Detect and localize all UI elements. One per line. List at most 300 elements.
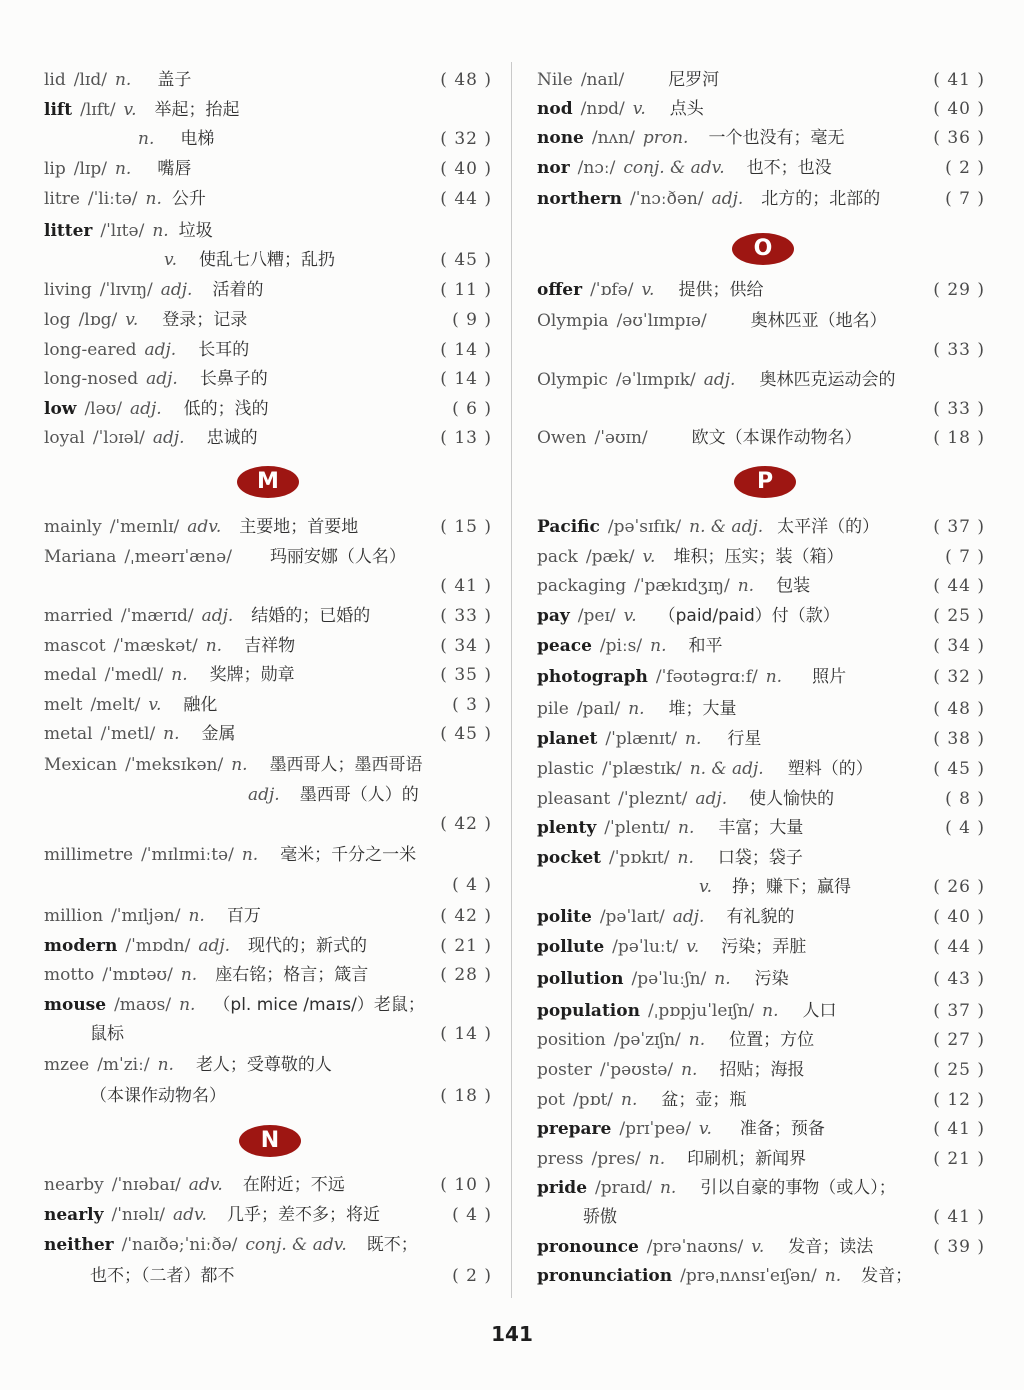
meaning: 人口 [802, 1001, 837, 1021]
meaning: 玛丽安娜（人名） [269, 547, 406, 567]
meaning: 堆积；压实；装（箱） [673, 547, 844, 567]
part-of-speech: v. [642, 547, 656, 567]
entry-mouse-cont [44, 1020, 492, 1048]
entry-modern [44, 932, 492, 960]
phonetic: /pɒt/ [572, 1090, 614, 1110]
meaning: 既不； [366, 1235, 418, 1255]
entry-million [44, 902, 492, 930]
part-of-speech: adj. [201, 606, 234, 626]
page-ref: ( 40 ) [933, 907, 985, 927]
headword: plenty [537, 818, 597, 838]
part-of-speech: n. [762, 1001, 779, 1021]
headword: mzee [44, 1055, 90, 1075]
page-ref: ( 43 ) [933, 969, 985, 989]
phonetic: /ˈpækɪdʒɪŋ/ [634, 576, 730, 596]
entry-prepare [537, 1115, 985, 1143]
entry-pronounce [537, 1233, 985, 1261]
part-of-speech: adv. [172, 1205, 207, 1225]
headword: modern [44, 936, 118, 956]
headword: press [537, 1149, 584, 1169]
part-of-speech: n. [152, 221, 169, 241]
meaning: 盆；壶；瓶 [661, 1090, 747, 1110]
headword: photograph [537, 667, 648, 687]
meaning: 发音； [861, 1266, 913, 1286]
part-of-speech: adj. [146, 369, 178, 389]
phonetic: /lɪd/ [73, 70, 107, 90]
meaning: 提供；供给 [678, 280, 764, 300]
entry-mascot [44, 632, 492, 660]
entry-offer [537, 276, 985, 304]
headword: million [44, 906, 104, 926]
meaning: 位置；方位 [729, 1030, 815, 1050]
entry-pile [537, 695, 985, 723]
part-of-speech: n. [231, 755, 248, 775]
meaning: （本课作动物名） [90, 1086, 226, 1106]
entry-plenty [537, 814, 985, 842]
meaning: 几乎；差不多；将近 [226, 1205, 380, 1225]
entry-packaging [537, 572, 985, 600]
meaning: 也不；（二者）都不 [90, 1266, 235, 1286]
part-of-speech: n. [621, 1090, 638, 1110]
phonetic: /pres/ [591, 1149, 641, 1169]
meaning: 墨西哥（人）的 [299, 785, 419, 805]
meaning: 也不；也没 [746, 158, 832, 178]
headword: lip [44, 159, 66, 179]
page-ref: ( 36 ) [933, 128, 985, 148]
meaning: 点头 [669, 99, 704, 119]
meaning: 嘴唇 [157, 159, 192, 179]
headword: lid [44, 70, 66, 90]
part-of-speech: adj. [144, 340, 177, 360]
page-ref: ( 26 ) [933, 877, 985, 897]
phonetic: /melt/ [90, 695, 141, 715]
headword: none [537, 128, 584, 148]
entry-mouse [44, 991, 492, 1019]
part-of-speech: adj. [248, 785, 280, 805]
entry-olympia [537, 307, 985, 335]
phonetic: /pəˈsɪfɪk/ [607, 517, 682, 537]
headword: log [44, 310, 71, 330]
headword: pleasant [537, 789, 611, 809]
part-of-speech: adj. [695, 789, 728, 809]
part-of-speech: v. [164, 250, 177, 270]
headword: nor [537, 158, 570, 178]
phonetic: /ˈmɒdn/ [125, 936, 191, 956]
headword: pollution [537, 969, 624, 989]
entry-pocket [537, 844, 985, 872]
part-of-speech: n. [677, 848, 694, 868]
page-ref: ( 14 ) [440, 340, 492, 360]
entry-melt [44, 691, 492, 719]
phonetic: /ˈnɪəbaɪ/ [111, 1175, 181, 1195]
phonetic: /ˈmeɪnlɪ/ [109, 517, 180, 537]
part-of-speech: n. [157, 1055, 174, 1075]
meaning: 堆；大量 [668, 699, 737, 719]
part-of-speech: v. [698, 1119, 712, 1139]
part-of-speech: v. [641, 280, 655, 300]
page-ref: ( 48 ) [440, 70, 492, 90]
part-of-speech: conj. & adv. [245, 1235, 347, 1255]
page-ref: ( 42 ) [440, 906, 492, 926]
part-of-speech: n. & adj. [689, 517, 764, 537]
entry-nearly [44, 1201, 492, 1229]
page-ref: ( 28 ) [440, 965, 492, 985]
page-ref: ( 42 ) [440, 814, 492, 834]
entry-photograph [537, 663, 985, 691]
phonetic: /ˈmedl/ [104, 665, 164, 685]
page-ref: ( 39 ) [933, 1237, 985, 1257]
entry-litter [44, 217, 492, 245]
headword: melt [44, 695, 83, 715]
headword: mascot [44, 636, 106, 656]
meaning: 老人；受尊敬的人 [195, 1055, 332, 1075]
meaning: 太平洋（的） [777, 517, 880, 537]
meaning: 电梯 [180, 129, 215, 149]
entry-poster [537, 1056, 985, 1084]
page-ref: ( 33 ) [933, 340, 985, 360]
part-of-speech: n. [114, 159, 132, 179]
entry-population [537, 997, 985, 1025]
headword: nearby [44, 1175, 104, 1195]
meaning: 长耳的 [198, 340, 250, 360]
page-ref: ( 18 ) [440, 1086, 492, 1106]
part-of-speech: v. [686, 937, 700, 957]
headword: pronunciation [537, 1266, 673, 1286]
page-ref: ( 18 ) [933, 428, 985, 448]
headword: pot [537, 1090, 565, 1110]
phonetic: /əʊˈlɪmpɪə/ [616, 311, 707, 331]
entry-nod [537, 95, 985, 123]
entry-mariana [44, 543, 492, 571]
entry-metal [44, 720, 492, 748]
page-ref: ( 32 ) [440, 129, 492, 149]
entry-medal [44, 661, 492, 689]
headword: pronounce [537, 1237, 639, 1257]
part-of-speech: conj. & adv. [623, 158, 725, 178]
part-of-speech: adj. [129, 399, 162, 419]
part-of-speech: n. [824, 1266, 842, 1286]
entry-lip [44, 155, 492, 183]
entry-loyal [44, 424, 492, 452]
headword: motto [44, 965, 95, 985]
meaning: 和平 [688, 636, 723, 656]
entry-long-eared [44, 336, 492, 364]
headword: poster [537, 1060, 592, 1080]
headword: offer [537, 280, 583, 300]
part-of-speech: n. [171, 665, 188, 685]
phonetic: /prəˈnaʊns/ [646, 1237, 744, 1257]
page-ref: ( 9 ) [452, 310, 492, 330]
page-ref: ( 3 ) [452, 695, 492, 715]
part-of-speech: n. [681, 1060, 698, 1080]
phonetic: /ˈplæstɪk/ [601, 759, 682, 779]
headword: litre [44, 189, 80, 209]
phonetic: /prɪˈpeə/ [619, 1119, 691, 1139]
phonetic: /maʊs/ [114, 995, 172, 1015]
headword: neither [44, 1235, 114, 1255]
page-ref: ( 48 ) [933, 699, 985, 719]
phonetic: /pəˈluːt/ [612, 937, 679, 957]
headword: peace [537, 636, 592, 656]
page-ref: ( 44 ) [933, 937, 985, 957]
phonetic: /ˈliːtə/ [87, 189, 138, 209]
entry-olympia-page [537, 336, 985, 364]
phonetic: /ˈfəʊtəgrɑːf/ [655, 667, 758, 687]
entry-mexican [44, 751, 492, 779]
meaning: 结婚的；已婚的 [251, 606, 371, 626]
part-of-speech: adv. [187, 517, 222, 537]
meaning: 奖牌；勋章 [209, 665, 295, 685]
page-ref: ( 15 ) [440, 517, 492, 537]
entry-millimetre-page [44, 871, 492, 899]
part-of-speech: adj. [198, 936, 231, 956]
headword: metal [44, 724, 93, 744]
headword: married [44, 606, 113, 626]
page-ref: ( 41 ) [440, 576, 492, 596]
entry-mexican-sense-2 [44, 781, 492, 809]
headword: pollute [537, 937, 605, 957]
entry-pride [537, 1174, 985, 1202]
part-of-speech: n. [145, 189, 162, 209]
entry-mzee-cont [44, 1082, 492, 1110]
headword: position [537, 1030, 606, 1050]
meaning: 北方的；北部的 [761, 189, 881, 209]
meaning: 现代的；新式的 [248, 936, 368, 956]
phonetic: /ˈpɒkɪt/ [609, 848, 670, 868]
meaning: 污染；弄脏 [721, 937, 807, 957]
headword: long-nosed [44, 369, 139, 389]
page-ref: ( 41 ) [933, 70, 985, 90]
part-of-speech: adj. [703, 370, 736, 390]
page-ref: ( 33 ) [933, 399, 985, 419]
entry-litre [44, 185, 492, 213]
page-ref: ( 37 ) [933, 517, 985, 537]
headword: pack [537, 547, 578, 567]
page-ref: ( 40 ) [933, 99, 985, 119]
entry-northern [537, 185, 985, 213]
page-ref: ( 2 ) [452, 1266, 492, 1286]
meaning: 口袋；袋子 [717, 848, 803, 868]
meaning: 污染 [754, 969, 789, 989]
phonetic: /pəˈlaɪt/ [599, 907, 665, 927]
entry-pleasant [537, 785, 985, 813]
part-of-speech: v. [699, 877, 712, 897]
meaning: 吉祥物 [244, 636, 296, 656]
part-of-speech: n. [180, 965, 198, 985]
entry-mainly [44, 513, 492, 541]
phonetic: /mˈziː/ [97, 1055, 150, 1075]
meaning: 座右铭；格言；箴言 [215, 965, 369, 985]
meaning: 发音；读法 [788, 1237, 874, 1257]
headword: Pacific [537, 517, 600, 537]
page-ref: ( 8 ) [945, 789, 985, 809]
page-ref: ( 10 ) [440, 1175, 492, 1195]
headword: Olympia [537, 311, 609, 331]
entry-neither-cont [44, 1262, 492, 1290]
entry-pronunciation [537, 1262, 985, 1290]
meaning: 低的；浅的 [183, 399, 269, 419]
entry-mzee [44, 1051, 492, 1079]
phonetic: /pəˈzɪʃn/ [613, 1030, 681, 1050]
page-ref: ( 27 ) [933, 1030, 985, 1050]
section-letter-o: O [732, 233, 794, 265]
meaning: 印刷机；新闻界 [687, 1149, 807, 1169]
part-of-speech: adj. [160, 280, 193, 300]
phonetic: /ˌmeərɪˈænə/ [124, 547, 232, 567]
headword: mouse [44, 995, 107, 1015]
meaning: 忠诚的 [206, 428, 258, 448]
headword: medal [44, 665, 97, 685]
headword: plastic [537, 759, 594, 779]
phonetic: /ˈmɒtəʊ/ [102, 965, 173, 985]
page-ref: ( 41 ) [933, 1119, 985, 1139]
phonetic: /ˈmæskət/ [113, 636, 198, 656]
page-ref: ( 4 ) [452, 875, 492, 895]
meaning: 尼罗河 [668, 70, 720, 90]
phonetic: /prəˌnʌnsɪˈeɪʃən/ [680, 1266, 817, 1286]
phonetic: /ˈlɪvɪŋ/ [99, 280, 153, 300]
phonetic: /paɪl/ [576, 699, 621, 719]
headword: pile [537, 699, 569, 719]
page-ref: ( 4 ) [452, 1205, 492, 1225]
page-ref: ( 13 ) [440, 428, 492, 448]
headword: loyal [44, 428, 85, 448]
headword: long-eared [44, 340, 137, 360]
phonetic: /ˈpəʊstə/ [599, 1060, 674, 1080]
part-of-speech: pron. [642, 128, 689, 148]
part-of-speech: n. [765, 667, 783, 687]
page-ref: ( 45 ) [440, 250, 492, 270]
meaning: 登录；记录 [162, 310, 248, 330]
meaning: 主要地；首要地 [239, 517, 359, 537]
part-of-speech: n. & adj. [689, 759, 764, 779]
headword: polite [537, 907, 592, 927]
phonetic: /ˈmeksɪkən/ [125, 755, 224, 775]
phonetic: /ˈnɪəlɪ/ [111, 1205, 165, 1225]
meaning: 墨西哥人；墨西哥语 [269, 755, 423, 775]
phonetic: /nɒd/ [580, 99, 625, 119]
phonetic: /lɒg/ [78, 310, 118, 330]
headword: Mexican [44, 755, 118, 775]
entry-neither [44, 1231, 492, 1259]
phonetic: /ˈəʊɪn/ [594, 428, 648, 448]
page-ref: ( 7 ) [945, 547, 985, 567]
headword: pocket [537, 848, 602, 868]
phonetic: /praɪd/ [595, 1178, 652, 1198]
page-ref: ( 32 ) [933, 667, 985, 687]
page-ref: ( 25 ) [933, 606, 985, 626]
meaning: 盖子 [157, 70, 192, 90]
entry-nor [537, 154, 985, 182]
part-of-speech: adv. [188, 1175, 223, 1195]
headword: nod [537, 99, 573, 119]
meaning: 奥林匹亚（地名） [750, 311, 887, 331]
section-letter-m: M [237, 466, 299, 498]
page-ref: ( 4 ) [945, 818, 985, 838]
headword: northern [537, 189, 622, 209]
part-of-speech: n. [688, 1030, 706, 1050]
meaning: 奥林匹克运动会的 [759, 370, 896, 390]
column-divider [511, 62, 512, 1298]
headword: Nile [537, 70, 573, 90]
page-ref: ( 40 ) [440, 159, 492, 179]
headword: low [44, 399, 77, 419]
entry-litter-sense-2 [44, 246, 492, 274]
entry-pride-cont [537, 1203, 985, 1231]
entry-lid [44, 66, 492, 94]
page-ref: ( 37 ) [933, 1001, 985, 1021]
headword: mainly [44, 517, 102, 537]
phonetic: /pəˈluːʃn/ [631, 969, 707, 989]
part-of-speech: v. [751, 1237, 765, 1257]
page-ref: ( 25 ) [933, 1060, 985, 1080]
meaning: 使人愉快的 [749, 789, 835, 809]
entry-press [537, 1145, 985, 1173]
meaning: 毫米；千分之一米 [280, 845, 417, 865]
headword: packaging [537, 576, 627, 596]
page-ref: ( 6 ) [452, 399, 492, 419]
part-of-speech: adj. [672, 907, 705, 927]
phonetic: /ˈmɪljən/ [111, 906, 181, 926]
phonetic: /ˈplentɪ/ [604, 818, 670, 838]
page-ref: ( 14 ) [440, 369, 492, 389]
page-ref: ( 11 ) [440, 280, 492, 300]
meaning: 举起；抬起 [154, 100, 240, 120]
page-number: 141 [491, 1322, 533, 1346]
meaning: 长鼻子的 [199, 369, 268, 389]
section-letter-p: P [734, 466, 796, 498]
page-ref: ( 21 ) [440, 936, 492, 956]
headword: litter [44, 221, 93, 241]
entry-log [44, 306, 492, 334]
meaning: 招贴；海报 [719, 1060, 805, 1080]
entry-mariana-page [44, 572, 492, 600]
part-of-speech: n. [714, 969, 731, 989]
entry-lift [44, 96, 492, 124]
phonetic: /ˈlɪtə/ [100, 221, 145, 241]
part-of-speech: n. [628, 699, 645, 719]
entry-married [44, 602, 492, 630]
entry-peace [537, 632, 985, 660]
entry-motto [44, 961, 492, 989]
phonetic: /pæk/ [585, 547, 635, 567]
page-ref: ( 21 ) [933, 1149, 985, 1169]
entry-olympic [537, 366, 985, 394]
headword: Olympic [537, 370, 608, 390]
phonetic: /peɪ/ [577, 606, 616, 626]
meaning: 丰富；大量 [718, 818, 804, 838]
meaning: 公升 [171, 189, 206, 209]
phonetic: /nʌn/ [591, 128, 635, 148]
phonetic: /ˈnaɪðə;ˈniːðə/ [121, 1235, 238, 1255]
part-of-speech: n. [650, 636, 667, 656]
meaning: 准备；预备 [739, 1119, 825, 1139]
part-of-speech: n. [659, 1178, 677, 1198]
part-of-speech: n. [179, 995, 196, 1015]
headword: prepare [537, 1119, 612, 1139]
page-ref: ( 12 ) [933, 1090, 985, 1110]
headword: millimetre [44, 845, 134, 865]
part-of-speech: adj. [152, 428, 185, 448]
entry-long-nosed [44, 365, 492, 393]
entry-none [537, 124, 985, 152]
phonetic: /ˈmærɪd/ [120, 606, 194, 626]
phonetic: /ˈmɪlɪmiːtə/ [141, 845, 234, 865]
meaning: 使乱七八糟；乱扔 [199, 250, 335, 270]
page-ref: ( 45 ) [933, 759, 985, 779]
part-of-speech: n. [737, 576, 755, 596]
page-ref: ( 44 ) [440, 189, 492, 209]
